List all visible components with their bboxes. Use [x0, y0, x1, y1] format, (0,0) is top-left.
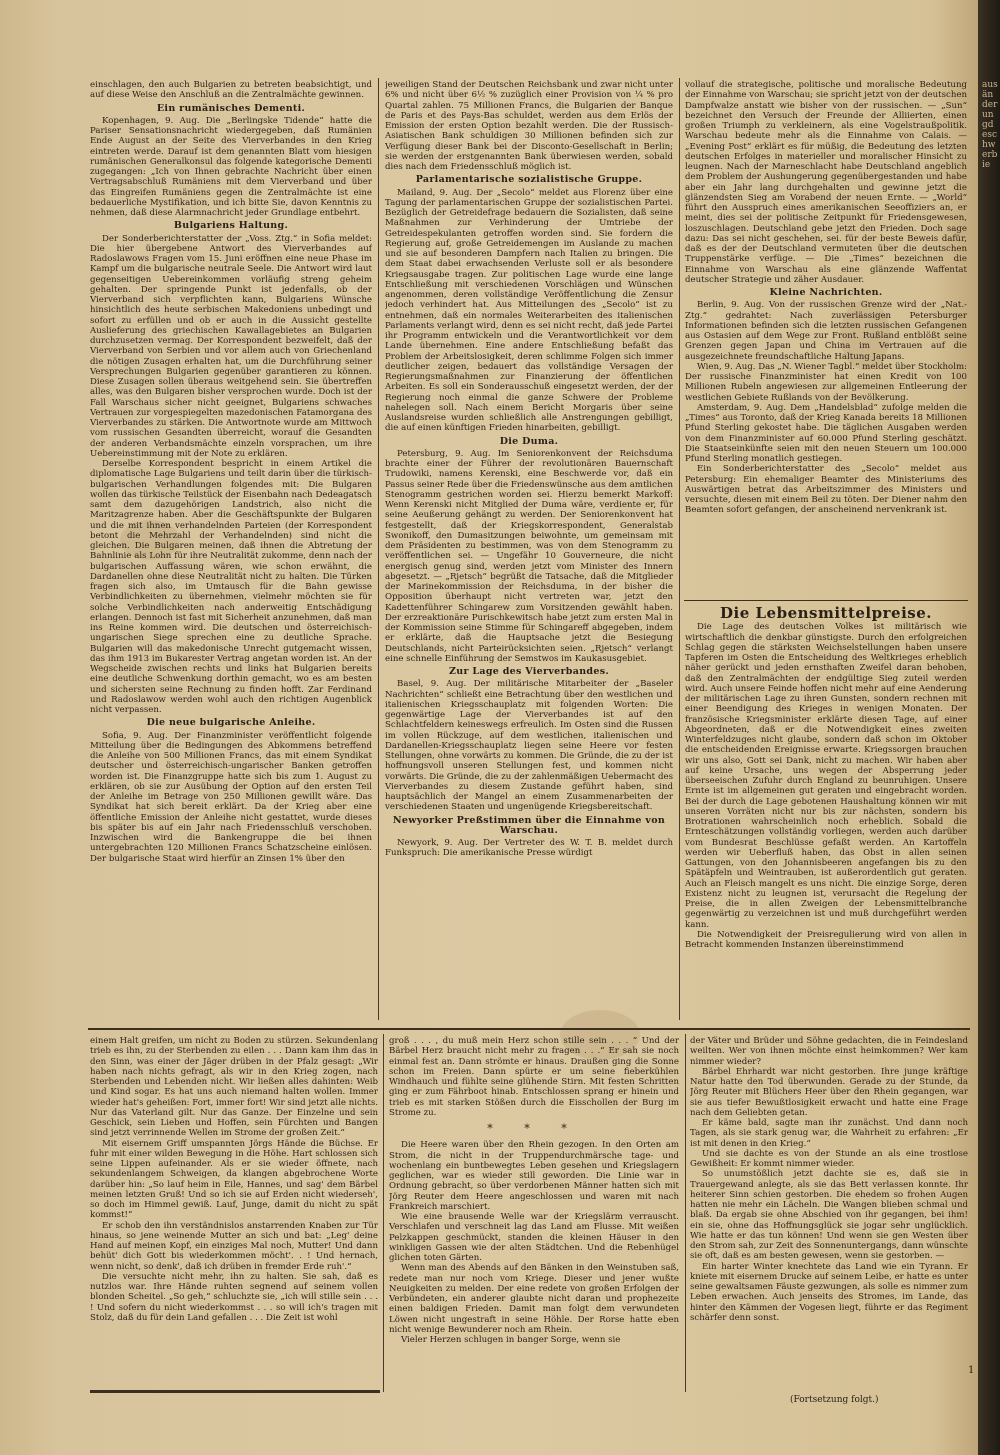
paragraph: Die Lage des deutschen Volkes ist militärisch wie wirtschaftlich die denkbar günstigste. Durch den erfolgreichen Schlag gegen die stärksten Weichselstellungen haben unsere Tapferen im Osten die Entscheidung des Weltkrieges erheblich näher gerückt und jeden ernsthaften Zweifel daran behoben, daß den Zentralmächten der endgültige Sieg zuteil werden wird. Auch unsere Feinde hoffen nicht mehr auf eine Aenderung der militärischen Lage zu ihren Gunsten, sondern rechnen mit einer Beendigung des Krieges in wenigen Monaten. Der französische Kriegsminister erklärte diesen Tage, auf einer Abgeordneten, daß er die Notwendigkeit eines zweiten Winterfeldzuges nicht glaube, sondern daß schon im Oktober die entscheidenden Ereignisse erwarte. Kriegssorgen brauchen wir uns also, Gott sei Dank, nicht zu machen. Wir haben aber auf keine Ursache, uns wegen der Absperrung jeder überseeischen Zufuhr durch England zu beunruhigen. Unsere Ernte ist im allgemeinen gut geraten und eingebracht worden. Bei der durch die Lage gebotenen Haushaltung können wir mit unseren Vorräten nicht nur bis zur nächsten, sondern bis Brotrationen wahrscheinlich noch erheblich. Sobald die Ernteschätzungen vollständig vorliegen, werden auch darüber vom Bundesrat Beschlüsse gefaßt werden. An Kartoffeln werden wir Ueberfluß haben, das Obst in allen seinen Gattungen, von den Johannisbeeren angefangen bis zu den Spätäpfeln und Weintrauben, ist außerordentlich gut geraten. Auch an Fleisch mangelt es uns nicht. Die einzige Sorge, deren Existenz nicht zu leugnen ist, verursacht die Regelung der Preise, die in allen Zweigen der Lebensmittelbranche gegenwärtig zu verzeichnen ist und muß durchgeführt werden kann.	[685, 622, 967, 930]
paragraph: Wien, 9. Aug. Das „N. Wiener Tagbl.“ meldet über Stockholm: Der russische Finanzminister hat einen Kredit von 100 Millionen Rubeln angewiesen zur allgemeinen Entleerung der westlichen Gebiete Rußlands von der Bevölkerung.	[685, 361, 967, 403]
article-headline: Die Lebensmittelpreise.	[720, 604, 932, 622]
paragraph: vollauf die strategische, politische und moralische Bedeutung der Einnahme von Warschau; sie spricht jetzt von der deutschen Dampfwalze anstatt wie bisher von der russischen. — „Sun“ bezeichnet den Versuch der Freunde der Alliierten, einen großen Triumph zu verkleinern, als eine Vogelstraußpolitik. Warschau bedeute mehr als die Einnahme von Calais. — „Evening Post“ erklärt es für müßig, die Bedeutung des letzten deutschen Erfolges in materieller und moralischer Hinsicht zu leugnen. Nach der Marneschlacht habe Deutschland angeblich dem Problem der Aushungerung gegenübergestanden und habe aber ein Jahr lang durchgehalten und gewinne jetzt die glänzendsten Sieg am Vorabend der neuen Ernte. — „World“ führt den Ausspruch eines amerikanischen Seeoffiziers an, er meint, dies sei der politische Zeitpunkt für Friedensgewesen, loszuschlagen. Deutschland gebe jetzt den Frieden. Doch sage dazu: Das sei nicht geschehen, sei. für der beste Beweis dafür, daß es der der Deutschland vermuteten über die deutschen Truppenstärke verfüge. — Die „Times“ bezeichnen die Einnahme von Warschau als eine glänzende Waffentat deutscher Strategie und zäher Ausdauer.	[685, 80, 967, 285]
paragraph: Ein Sonderberichterstatter des „Secolo“ meldet aus Petersburg: Ein ehemaliger Beamter des Ministeriums des Auswärtigen betrat das Arbeitszimmer des Ministers und versuchte, diesen mit einem Beil zu töten. Der Diener nahm den Beamten sofort gefangen, der anscheinend nervenkrank ist.	[685, 464, 967, 516]
section-heading: Bulgariens Haltung.	[173, 220, 289, 232]
paragraph: Vieler Herzen schlugen in banger Sorge, wenn sie	[401, 1335, 621, 1345]
section-heading: Die Duma.	[499, 435, 559, 447]
paragraph: groß . . . , du muß mein Herz schon stille sein . . . “ Und der Bärbel Herz braucht nicht mehr zu fragen . . .“ Er sah sie noch einmal fest an. Dann strömte er hinaus. Draußen ging die Sonne schon im Freien. Dann spürte er um seine fieberkühlen Windhauch und fühlte seine glühende Stirn. Mit festen Schritten ging er zum Fährboot hinab. Entschlossen sprang er hinein und trieb es mit starken Stößen durch die Eisschollen der Burg im Strome zu.	[389, 1036, 679, 1118]
section-heading: Die neue bulgarische Anleihe.	[146, 717, 316, 729]
paragraph: Und sie dachte es von der Stunde an als eine trostlose Gewißheit: Er kommt nimmer wieder.	[690, 1148, 968, 1169]
section-rule	[684, 600, 968, 601]
section-heading: Zur Lage des Vierverbandes.	[449, 666, 609, 677]
column-rule	[383, 1034, 384, 1392]
paragraph: Bärbel Ehrhardt war nicht gestorben. Ihre junge kräftige Natur hatte den Tod überwunden. Gerade zu der Stunde, da Jörg Reuter mit Blüchers Heer über den Rhein gegangen, war sie aus tiefer Bewußtlosigkeit erwacht und hatte eine Frage nach dem Geliebten getan.	[690, 1066, 968, 1118]
column-3-news	[685, 80, 967, 600]
section-heading: Kleine Nachrichten.	[769, 287, 883, 298]
feuilleton-column-3	[690, 1036, 968, 1381]
paragraph: Sofia, 9. Aug. Der Finanzminister veröffentlicht folgende Mitteilung über die Bedingungen des Abkommens betreffend die Anleihe von 500 Millionen Francs, das mit einem Syndikat deutscher und österreichisch-ungarischer Banken getroffen worden ist. Die Finanzgruppe hatte sich bis zum 1. August zu erklären, ob sie zur Ausübung der Option auf den ersten Teil der Anleihe im Betrage von 250 Millionen gewillt wäre. Das Syndikat hat sich bereit erklärt. Da der Krieg aber eine öffentliche Emission der Anleihe nicht gestattet, wurde dieses bis später bis auf ein Jahr nach Friedensschluß verschoben. Inzwischen wird die Bankengruppe die bei ihnen untergebrachten 120 Millionen Francs Schatzscheine einlösen. Der bulgarische Staat wird hierfür an Zinsen 1% über den	[90, 730, 372, 864]
paragraph: Berlin, 9. Aug. Von der russischen Grenze wird der „Nat.-Ztg.“ gedrahtet: Nach zuverlässigen Petersburger Informationen befinden sich die letzten russischen Gefangenen aus Ostasien auf dem Wege zur Front. Rußland entblößt seine Grenzen gegen Japan und China im Vertrauen auf die ausgezeichnete freundschaftliche Haltung Japans.	[685, 300, 967, 362]
paragraph: Die versuchte nicht mehr, ihn zu halten. Sie sah, daß es nutzlos war. Ihre Hände ruhten segnend auf seinem vollen blonden Scheitel. „So geh,“ schluchzte sie, „ich will stille sein . . . ! Und sofern du nicht wiederkommst . . . so will ich's tragen mit Stolz, daß du für dein Land gefallen . . . Die Zeit ist wohl	[90, 1271, 378, 1323]
paragraph: Wenn man des Abends auf den Bänken in den Weinstuben saß, redete man nur noch vom Kriege. Dieser und jener wußte Neuigkeiten zu melden. Der eine redete von großen Erfolgen der Verbündeten, ein anderer glaubte nicht daran und prophezeite einen baldigen Frieden. Damit man folgt dem verwundeten Löwen nicht ungestraft in seine Höhle. Der Rorse hatte eben nicht wenige Bewunderer noch am Rhein.	[389, 1263, 679, 1335]
paragraph: Mailand, 9. Aug. Der „Secolo“ meldet aus Florenz über eine Tagung der parlamentarischen Gruppe der sozialistischen Partei. Bezüglich der Getreidefrage bedauern die Sozialisten, daß seine Maßnahmen zur Verhinderung der Umtriebe der Getreidespekulanten getroffen worden sind. Sie fordern die Regierung auf, große Getreidemengen im Auslande zu machen und sie auf besonderen Dampfern nach Italien zu bringen. Die dem Staat dabei erwachsenden Verluste soll er als besondere Kriegsausgabe tragen. Zur politischen Lage wurde eine lange Entschließung mit verschiedenen Vorschlägen und Wünschen angenommen, deren vollständige Veröffentlichung die Zensur jedoch verhindert hat. Aus Mitteilungen des „Secolo“ ist zu entnehmen, daß ein normales Weiterarbeiten des italienischen Parlaments verlangt wird, denn es sei nicht recht, daß jede Partei ihr Programm entwickeln und die Verantwortlichkeit vor dem Lande übernehmen. Eine andere Entschließung befaßt das Problem der Arbeitslosigkeit, deren schlimme Folgen sich immer deutlicher zeigen, bedauert das vollständige Versagen der Regierungsmaßnahmen zur Finanzierung der öffentlichen Arbeiten. Es soll ein Sonderausschuß eingesetzt werden, der der Regierung noch einmal die ganze Schwere der Probleme nahelegen soll. Nach einem Bericht Morgaris über seine Auslandsreise wurden schließlich alle Anstrengungen gebilligt, die auf einen künftigen Frieden hinarbeiten, gebilligt.	[385, 187, 673, 434]
column-rule	[679, 78, 680, 1020]
paragraph: Ein harter Winter knechtete das Land wie ein Tyrann. Er kniete mit eisernem Drucke auf seinem Leibe, er hatte es unter seine gewaltsamen Fäuste gezwungen, als solle es nimmer zum Leben erwachen. Auch jenseits des Stromes, im Lande, das hinter den Kämmen der Vogesen liegt, führte er das Regiment schärfer denn sonst.	[690, 1261, 968, 1323]
paragraph: Mit eisernem Griff umspannten Jörgs Hände die Büchse. Er fuhr mit einer wilden Bewegung in die Höhe. Hart schlossen sich seine Lippen aufeinander. Als er sie wieder öffnete, nach sekundenlangem Schweigen, da klangen abgebrochene Worte darüber hin: „So lauf heim in Eile, Hannes, und sag' dem Bärbel meinen letzten Gruß! Und so ich sie auf Erden nicht wiederseh', so doch im Himmel gewiß. Lauf, Junge, damit du nicht zu spät kommst!“	[90, 1138, 378, 1221]
paragraph: Er käme bald, sagte man ihr zunächst. Und dann noch Tagen, als sie stark genug war, die Wahrheit zu erfahren: „Er ist mit denen in den Krieg.“	[690, 1118, 968, 1149]
column-rule	[685, 1034, 686, 1392]
paragraph: Petersburg, 9. Aug. Im Seniorenkonvent der Reichsduma brachte einer der Führer der revolutionären Bauernschaft Trudowiki, namens Kerenski, eine Beschwerde vor, daß ein Passus seiner Rede über die Friedenswünsche aus dem amtlichen Stenogramm gestrichen worden sei. Hierzu bemerkt Markoff: Wenn Kerenski nicht Mitglied der Duma wäre, verdiente er, für seine Aeußerung gehängt zu werden. Der Seniorenkonvent hat festgestellt, daß der Kriegskorrespondent, Generalstab Swonikoff, den Dumasitzungen beiwohnte, um gemeinsam mit dem Präsidenten zu bestimmen, was von dem Stenogramm zu veröffentlichen sei. — Ungefähr 10 Gouverneure, die nicht energisch genug sind, werden jetzt vom Minister des Innern abgesetzt. — „Rjetsch“ begrüßt die Tatsache, daß die Mitglieder der Marinekommission der Reichsduma, in der bisher die Opposition überhaupt nicht vertreten war, jetzt den Kadettenführer Schingarew zum Vorsitzenden gewählt haben. Der erzreaktionäre Purischkewitsch habe jetzt zum ersten Mal in der Kommission seine Stimme für Schingareff abgegeben, indem er erklärte, daß die Hauptsache jetzt die Besiegung Deutschlands, nicht Parteirücksichten seien. „Rjetsch“ verlangt eine schnelle Einführung der Semstwos im Kaukasusgebiet.	[385, 448, 673, 664]
binding-edge-text: ausänderungdeschwerbie	[982, 80, 998, 170]
paragraph: Er schob den ihn verständnislos anstarrenden Knaben zur Tür hinaus, so jene weinende Mutter an sich und bat: „Leg' deine Hand auf meinen Kopf, ein einziges Mal noch, Mutter! Und dann behüt' dich Gott bis wiederkommen möcht'. . ! Und hernach, wenn nicht, so denk', daß ich drüben in fremder Erde ruh'.“	[90, 1220, 378, 1272]
paragraph: Die Heere waren über den Rhein gezogen. In den Orten am Strom, die nicht in der Truppendurchmärsche tage- und wochenlang ein buntbewegtes Leben gesehen und Kriegslagern geglichen, war es wieder still geworden. Die Linie war in Ordnung gebracht, so über verdorbenen Männer hatten sich mit Jörg Reuter dem Heere angeschlossen und waren mit nach Frankreich marschiert.	[389, 1140, 679, 1212]
paragraph: Basel, 9. Aug. Der militärische Mitarbeiter der „Baseler Nachrichten“ schließt eine Betrachtung über den westlichen und italienischen Kriegsschauplatz mit folgenden Worten: Die gegenwärtige Lage der Vierverbandes ist auf den Schlachtfeldern keineswegs erfreulich. Im Osten sind die Russen im vollen Rückzuge, auf dem westlichen, italienischen und Dardanellen-Kriegsschauplatz liegen seine Heere vor festen Stellungen, ohne vorwärts zu kommen. Die Gründe, die zu der ist hoffnungsvoll unseren Stellungen fest, und kommen nicht vorwärts. Die Gründe, die zu der zahlenmäßigen Uebermacht des Vierverbandes zu diesem Zustande geführt haben, sind hauptsächlich der Mangel an einem Zusammenarbeiten der verschiedenen Staaten und ungenügende Kriegsbereitschaft.	[385, 679, 673, 813]
column-1	[90, 80, 372, 1000]
paragraph: Der Sonderberichterstatter der „Voss. Ztg.“ in Sofia meldet: Die hier übergebene Antwort des Vierverbandes auf Radoslawows Fragen vom 15. Juni eröffnen eine neue Phase im Kampf um die bulgarische neutrale Seele. Die Antwort wird laut gegenseitigen Uebereinkommen vorläufig streng geheim gehalten. Der springende Punkt ist jedenfalls, ob der Vierverband sich verpflichten kann, Bulgariens Wünsche hinsichtlich des heute serbischen Makedoniens unbedingt und sofort zu erfüllen und ob er auch in die Aussicht gestellte Auslieferung des griechischen Kawallagebietes an Bulgarien durchzusetzen vermag. Der Korrespondent bezweifelt, daß der Vierverband von Serbien und vor allem auch von Griechenland die nötigen Zusagen erhalten hat, um die Durchführung seiner Versprechungen Bulgarien gegenüber garantieren zu können. Diese Zusagen sollen überaus weitgehend sein. Sie übertreffen alles, was den Bulgaren bisher versprochen wurde. Doch ist der Fall Warschaus sicher nicht geeignet, Bulgariens schwaches Vertrauen zur vorgespiegelten mazedonischen Fatamorgana des Vierverbandes zu stärken. Die Antwortnote wurde am Mittwoch vom russischen Gesandten überreicht, worauf die Gesandten der anderen Verbandsmächte einzeln vorsprachen, um ihre Uebereinstimmung mit der Note zu erklären.	[90, 233, 372, 459]
binding-edge	[978, 0, 1000, 1455]
paragraph: So unumstößlich jetzt dachte sie es, daß sie in Trauergewand anlegte, als sie das Bett verlassen konnte. Ihr heiterer Sinn schien gestorben. Die ehedem so frohen Augen hatten nie mehr ein Lächeln. Die Wangen blieben schmal und blaß. Da ergab sie ohne Abschied von ihr gegangen, bei ihm! ein sie, ohne das Hoffnungsglück sie jogar sehr unglücklich. Wie hatte er das tun können! Und wenn sie gen Westen über den Strom sah, zur Zeit des Sonnenuntergangs, dann wünschte sie oft, daß es am besten gewesen, wenn sie gestorben. —	[690, 1169, 968, 1262]
feuilleton-column-1	[90, 1036, 378, 1388]
page-mark: 1	[968, 1365, 975, 1376]
paragraph: Newyork, 9. Aug. Der Vertreter des W. T. B. meldet durch Funkspruch: Die amerikanische Presse würdigt	[385, 838, 673, 859]
section-heading: Ein rumänisches Dementi.	[156, 102, 306, 114]
paragraph: Die Notwendigkeit der Preisregulierung wird von allen in Betracht kommenden Instanzen übereinstimmend	[685, 929, 967, 950]
paragraph: Kopenhagen, 9. Aug. Die „Berlingske Tidende“ hatte die Pariser Sensationsnachricht wiedergegeben, daß Rumänien Ende August an der Seite des Vierverbandes in den Krieg eintreten werde. Darauf ist dem genannten Blatt vom hiesigen rumänischen Generalkonsul das folgende kategorische Dementi zugegangen: „Ich von Ihnen gebrachte Nachricht über einen Vertragsabschluß Rumäniens mit dem Vierverband und über das Eingreifen Rumäniens gegen die Zentralmächte ist eine bedauerliche Mystifikation, und ich bitte Sie, davon Kenntnis zu nehmen, daß diese Alarmnachricht jeder Grundlage entbehrt.	[90, 115, 372, 218]
paragraph: Amsterdam, 9. Aug. Dem „Handelsblad“ zufolge melden die „Times“ aus Toronto, daß der Krieg Kanada bereits 18 Millionen Pfund Sterling gekostet habe. Die täglichen Ausgaben werden von dem Finanzminister auf 60.000 Pfund Sterling geschätzt. Die Staatseinkünfte seien mit den neuen Steuern um 100.000 Pfund Sterling monatlich gestiegen.	[685, 402, 967, 464]
column-2	[385, 80, 673, 1015]
section-heading: Parlamentarische sozialistische Gruppe.	[415, 174, 643, 186]
paragraph: Wie eine brausende Welle war der Kriegslärm verrauscht. Verschlafen und verschneit lag das Land am Flusse. Mit weißen Pelzkappen geschmückt, standen die kleinen Häuser in den winkligen Gassen wie der alten Städtchen. Und die Rebenhügel glichen toten Gärten.	[389, 1212, 679, 1263]
feuilleton-column-2	[389, 1036, 679, 1388]
paragraph: einschlagen, den auch Bulgarien zu betreten beabsichtigt, und auf diese Weise den Anschluß an die Zentralmächte gewinnen.	[90, 80, 372, 101]
column-rule	[378, 78, 379, 1020]
section-heading: Newyorker Preßstimmen über die Einnahme von Warschau.	[392, 814, 666, 836]
feuilleton-rule	[88, 1028, 970, 1030]
paragraph: jeweiligen Stand der Deutschen Reichsbank und zwar nicht unter 6% und nicht über 6½ % zuzüglich einer Provision von ¼ % pro Quartal zahlen. 75 Millionen Francs, die Bulgarien der Banque de Paris et des Pays-Bas schuldet, werden aus dem Erlös der Emission der ersten Option bezahlt werden. Die der Russisch-Asiatischen Bank schuldigen 30 Millionen befinden sich zur Verfügung dieser Bank bei der Disconto-Gesellschaft in Berlin; sie werden der erstgenannten Bank überwiesen werden, sobald dies nach dem Friedensschluß möglich ist.	[385, 80, 673, 172]
column-3-food-prices	[685, 604, 967, 1024]
paragraph: der Väter und Brüder und Söhne gedachten, die in Feindesland weilten. Wer von ihnen möchte einst heimkommen? Wer kam nimmer wieder?	[690, 1036, 968, 1067]
continued-note: (Fortsetzung folgt.)	[790, 1395, 879, 1405]
paragraph: einem Halt greifen, um nicht zu Boden zu stürzen. Sekundenlang trieb es ihn, zu der Sterbenden zu eilen . . . Dann kam ihm das in den Sinn, was einer der Jäger drüben in der Pfalz gesagt: „Wir haben nach nichts gefragt, als wir in den Krieg zogen, nach Sterbenden und Lebenden nicht. Wir ließen alles dahinten: Weib und Kind sogar. Es hat uns auch niemand halten wollen. Immer wieder hat's geheißen: Fort, immer fort! Wir sind jetzt alle nichts. Nur das Vaterland gilt. Nur das Ganze. Der Einzelne und sein Geschick, sein Lieben und Hoffen, sein Fürchten und Bangen sind jetzt verrinnende Wellen im Strome der großen Zeit.“	[90, 1036, 378, 1139]
bottom-rule	[90, 1390, 380, 1393]
paragraph: Derselbe Korrespondent bespricht in einem Artikel die diplomatische Lage Bulgariens und teilt darin über die türkisch-bulgarischen Verhandlungen folgendes mit: Die Bulgaren wollen das türkische Teilstück der Eisenbahn nach Dedeagatsch samt dem dazugehörigen Landstrich, also nicht die Maritzagrenze haben. Aber die Geschäftspunkte der Bulgaren und die mit ihnen verhandelnden Parteien (der Korrespondent betont die Mehrzahl der Verhandelnden) sind nicht die gleichen. Die Bulgaren meinen, daß ihnen die Abtretung der Bahnlinie als Lohn für ihre Neutralität zukomme, denn nach der bulgarischen Auffassung wären, wie schon erwähnt, die Dardanellen ohne diese Neutralität nicht zu halten. Die Türken fragen sich also, im Umtausch für die Bahn gewisse Verbindlichkeiten zu übernehmen, vielmehr möchten sie für solche Verbindlichkeiten nach anderweitig Entschädigung erlangen. Dennoch ist fast mit Sicherheit anzunehmen, daß man ins Reine kommen wird. Die deutschen und österreichisch-ungarischen Siege sprechen eine zu deutliche Sprache. Bulgarien will das makedonische Unrecht gutgemacht wissen, das ihm 1913 im Bukarester Vertrag angetan worden ist. An der Wegscheide zwischen rechts und links hat Bulgarien bereits eine deutliche Schwenkung dorthin gemacht, wo es am besten und sichersten seine Rechnung zu finden hofft. Zar Ferdinand und Radoslawow werden wohl auch den richtigen Augenblick nicht verpassen.	[90, 459, 372, 715]
section-break: * * *	[487, 1122, 581, 1135]
